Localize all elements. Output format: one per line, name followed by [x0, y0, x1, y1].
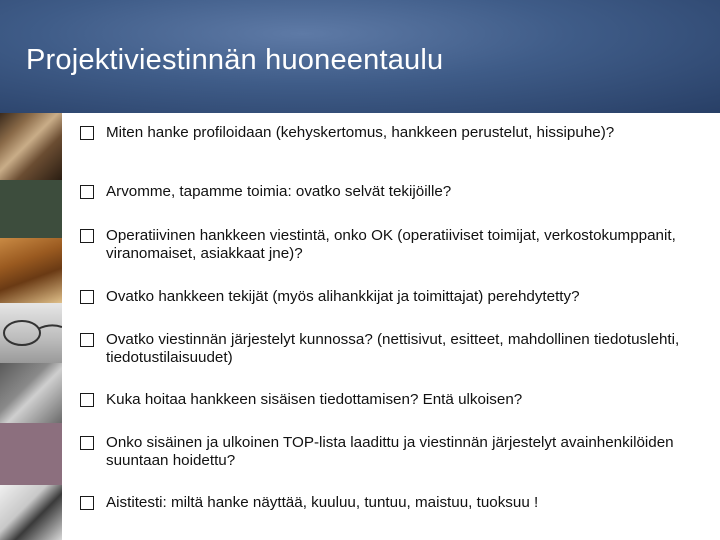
item-text: Kuka hoitaa hankkeen sisäisen tiedottamisen? Entä ulkoisen? [106, 391, 523, 408]
green-panel [0, 180, 62, 238]
glasses-photo [0, 303, 62, 363]
item-text: Ovatko viestinnän järjestelyt kunnossa? (nettisivut, esitteet, mahdollinen tiedotuslehti, tiedotustilaisuudet) [106, 331, 680, 366]
checkbox[interactable] [80, 393, 94, 407]
checkbox[interactable] [80, 185, 94, 199]
title-bar [0, 0, 720, 113]
checkbox[interactable] [80, 126, 94, 140]
checkbox[interactable] [80, 436, 94, 450]
pen-photo [0, 363, 62, 423]
checkbox[interactable] [80, 333, 94, 347]
item-text: Arvomme, tapamme toimia: ovatko selvät tekijöille? [106, 183, 452, 200]
item-text: Onko sisäinen ja ulkoinen TOP-lista laadittu ja viestinnän järjestelyt avainhenkilöiden suuntaan hoidettu? [106, 434, 674, 469]
item-text: Miten hanke profiloidaan (kehyskertomus, hankkeen perustelut, hissipuhe)? [106, 124, 615, 141]
checkbox[interactable] [80, 496, 94, 510]
item-text: Ovatko hankkeen tekijät (myös alihankkijat ja toimittajat) perehdytetty? [106, 288, 580, 305]
checkbox[interactable] [80, 229, 94, 243]
slide-title: Projektiviestinnän huoneentaulu [26, 44, 444, 76]
mauve-panel [0, 423, 62, 485]
decorative-photo-strip [0, 113, 62, 540]
glasses-closeup-photo [0, 485, 62, 540]
checkbox[interactable] [80, 290, 94, 304]
item-text: Operatiivinen hankkeen viestintä, onko OK (operatiiviset toimijat, verkostokumppanit, viranomaiset, asiakkaat jne)? [106, 227, 676, 262]
book-photo [0, 238, 62, 303]
stones-photo [0, 113, 62, 180]
item-text: Aistitesti: miltä hanke näyttää, kuuluu, tuntuu, maistuu, tuoksuu ! [106, 494, 539, 511]
